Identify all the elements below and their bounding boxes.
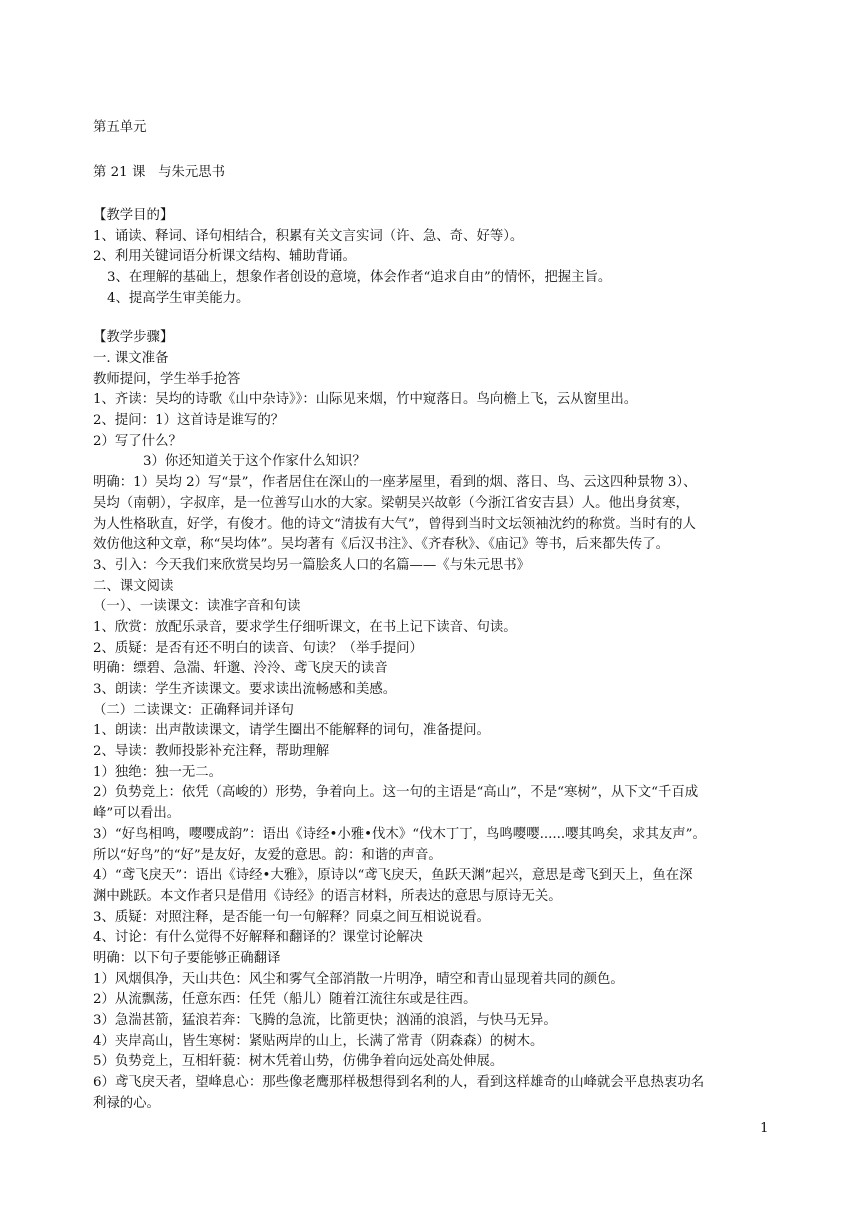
paragraph-line: 1）风烟俱净，天山共色：风尘和雾气全部消散一片明净，晴空和青山显现着共同的颜色。 — [93, 971, 624, 987]
paragraph-line: 3、引入：今天我们来欣赏吴均另一篇脍炙人口的名篇——《与朱元思书》 — [93, 557, 531, 573]
paragraph-line: 1、齐读：吴均的诗歌《山中杂诗》》：山际见来烟，竹中窥落日。鸟向檐上飞，云从窗里出。 — [93, 392, 638, 408]
paragraph-line: 1、朗读：出声散读课文，请学生圈出不能解释的词句，准备提问。 — [93, 723, 490, 739]
paragraph-line: 2）写了什么？ — [93, 433, 182, 449]
paragraph-line: 2）从流飘荡，任意东西：任凭（船儿）随着江流往东或是往西。 — [93, 992, 477, 1008]
paragraph-line: 4、讨论：有什么觉得不好解释和翻译的？课堂讨论解决 — [93, 930, 423, 946]
paragraph-line: 3、朗读：学生齐读课文。要求读出流畅感和美感。 — [93, 682, 397, 697]
document-body — [93, 118, 773, 1114]
objective-item: 4、提高学生审美能力。 — [107, 290, 250, 306]
objectives-heading: 【教学目的】 — [93, 207, 174, 223]
paragraph-line: 明确：以下句子要能够正确翻译 — [93, 950, 281, 966]
page-number: 1 — [760, 1121, 769, 1136]
paragraph-line: 吴均（南朝），字叔庠，是一位善写山水的大家。梁朝吴兴故彰（今浙江省安吉县）人。他出身贫寒， — [93, 495, 689, 511]
paragraph-line: 1、欣赏：放配乐录音，要求学生仔细听课文，在书上记下读音、句读。 — [93, 619, 517, 635]
objective-item: 2、利用关键词语分析课文结构、辅助背诵。 — [93, 249, 356, 265]
objective-item: 3、在理解的基础上，想象作者创设的意境，体会作者“追求自由”的情怀，把握主旨。 — [107, 269, 612, 285]
subsection-heading: （一）、一读课文：读准字音和句读 — [93, 599, 301, 615]
steps-heading: 【教学步骤】 — [93, 330, 174, 346]
lesson-title: 第 21 课 与朱元思书 — [93, 165, 226, 181]
objective-item: 1、诵读、释词、译句相结合，积累有关文言实词（许、急、奇、好等）。 — [93, 228, 524, 244]
paragraph-line: 利禄的心。 — [93, 1095, 160, 1111]
paragraph-line: 4）夹岸高山，皆生寒树：紧贴两岸的山上，长满了常青（阴森森）的树木。 — [93, 1033, 544, 1049]
paragraph-line: 2）负势竞上：依凭（高峻的）形势，争着向上。这一句的主语是“高山”，不是“寒树”，从下文“千百成 — [93, 785, 699, 801]
paragraph-line: 3）急湍甚箭，猛浪若奔：飞腾的急流，比箭更快；汹涌的浪滔，与快马无异。 — [93, 1013, 557, 1028]
paragraph-line: 3）“好鸟相鸣，嘤嘤成韵”：语出《诗经•小雅•伐木》“伐木丁丁，鸟鸣嘤嘤......嘤其鸣矣，求其友声”。 — [93, 826, 706, 842]
paragraph-line: 明确：缥碧、急湍、轩邈、泠泠、鸢飞戾天的读音 — [93, 661, 388, 677]
paragraph-line: 为人性格耿直，好学，有俊才。他的诗文“清拔有大气”，曾得到当时文坛领袖沈约的称赏。当时有的人 — [93, 516, 696, 532]
paragraph-line: 2、导读：教师投影补充注释，帮助理解 — [93, 744, 330, 760]
subsection-heading: （二）二读课文：正确释词并译句 — [93, 702, 294, 718]
paragraph-line: 3）你还知道关于这个作家什么知识？ — [143, 454, 366, 470]
paragraph-line: 渊中跳跃。本文作者只是借用《诗经》的语言材料，所表达的意思与原诗无关。 — [93, 888, 562, 904]
paragraph-line: 教师提问，学生举手抢答 — [93, 371, 241, 387]
paragraph-line: 2、提问：1）这首诗是谁写的？ — [93, 413, 285, 429]
paragraph-line: 3、质疑：对照注释，是否能一句一句解释？同桌之间互相说说看。 — [93, 909, 490, 925]
paragraph-line: 1）独绝：独一无二。 — [93, 764, 223, 780]
section-heading: 二、课文阅读 — [93, 578, 174, 594]
paragraph-line: 5）负势竞上，互相轩藐：树木凭着山势，仿佛争着向远处高处伸展。 — [93, 1054, 504, 1070]
paragraph-line: 4）“鸢飞戾天”：语出《诗经•大雅》，原诗以“鸢飞戾天，鱼跃天渊”起兴，意思是鸢飞到天上，鱼在深 — [93, 868, 693, 884]
unit-title: 第五单元 — [93, 120, 147, 135]
section-heading: 一. 课文准备 — [93, 351, 169, 366]
paragraph-line: 所以“好鸟”的“好”是友好，友爱的意思。韵：和谐的声音。 — [93, 847, 442, 863]
paragraph-line: 效仿他这种文章，称“吴均体”。吴均著有《后汉书注》、《齐春秋》、《庙记》等书，后来都失传了。 — [93, 537, 670, 553]
paragraph-line: 峰”可以看出。 — [93, 806, 181, 822]
paragraph-line: 6）鸢飞戾天者，望峰息心：那些像老鹰那样极想得到名利的人，看到这样雄奇的山峰就会平息热衷功名 — [93, 1075, 705, 1091]
paragraph-line: 2、质疑：是否有还不明白的读音、句读？（举手提问） — [93, 640, 423, 656]
paragraph-line: 明确：1）吴均 2）写“景”，作者居住在深山的一座茅屋里，看到的烟、落日、鸟、云这四种景物 3）、 — [93, 475, 697, 491]
